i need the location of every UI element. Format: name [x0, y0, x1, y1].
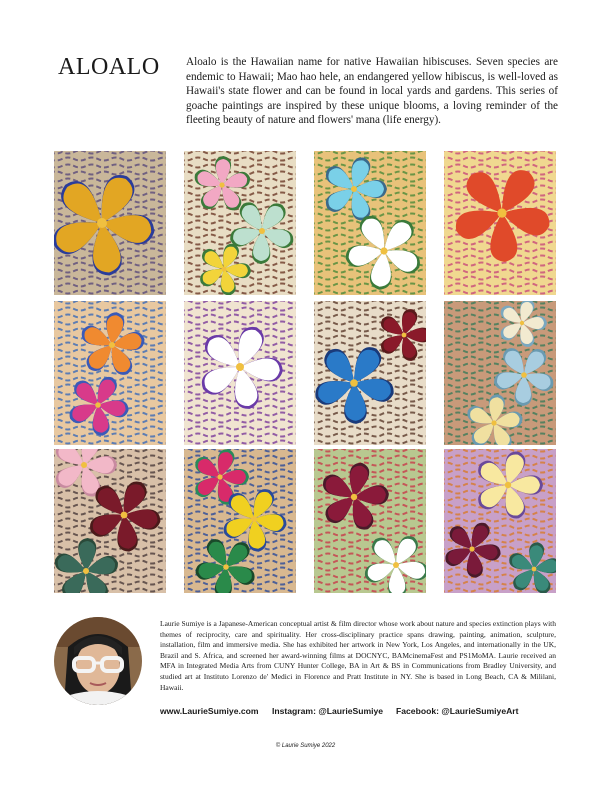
hibiscus-center — [351, 186, 357, 192]
copyright-notice: © Laurie Sumiye 2022 — [275, 743, 336, 749]
painting-canvas — [54, 301, 166, 445]
hibiscus-center — [393, 562, 399, 568]
hibiscus-center — [491, 420, 496, 425]
painting-canvas — [54, 151, 166, 295]
facebook-handle[interactable]: Facebook: @LaurieSumiyeArt — [396, 706, 519, 716]
hibiscus-center — [351, 494, 357, 500]
painting-12 — [444, 449, 556, 593]
painting-8 — [444, 301, 556, 445]
painting-9 — [54, 449, 166, 593]
painting-7 — [314, 301, 426, 445]
hibiscus-center — [505, 482, 511, 488]
painting-canvas — [444, 301, 556, 445]
hibiscus-center — [259, 228, 265, 234]
hibiscus-center — [520, 321, 524, 325]
painting-grid — [54, 151, 556, 600]
hibiscus-center — [81, 462, 87, 468]
hibiscus-center — [251, 516, 257, 522]
painting-11 — [314, 449, 426, 593]
instagram-handle[interactable]: Instagram: @LaurieSumiye — [272, 706, 384, 716]
hibiscus-center — [97, 218, 107, 228]
intro-paragraph: Aloalo is the Hawaiian name for native Hawaiian hibiscuses. Seven species are endemic to Hawaii; Mao hao hele, an endangered yellow hibiscus, is well-loved as Hawaii's state flower and can be found in local yards and gardens. This series of goache paintings are inspired by these unique blooms, a loving reminder of the fleeting beauty of nature and flowers' mana (life energy). — [186, 56, 558, 127]
hibiscus-center — [380, 247, 387, 254]
hibiscus-center — [532, 567, 537, 572]
painting-canvas — [184, 151, 296, 295]
website-link[interactable]: www.LaurieSumiye.com — [160, 706, 259, 716]
painting-3 — [314, 151, 426, 295]
painting-canvas — [314, 301, 426, 445]
painting-canvas — [184, 301, 296, 445]
hibiscus-center — [497, 208, 506, 217]
hibiscus-center — [217, 474, 222, 479]
hibiscus-center — [109, 342, 115, 348]
painting-canvas — [444, 449, 556, 593]
painting-canvas — [184, 449, 296, 593]
hibiscus-center — [95, 402, 101, 408]
painting-canvas — [54, 449, 166, 593]
hibiscus-center — [222, 267, 227, 272]
hibiscus-center — [83, 568, 89, 574]
hibiscus-center — [219, 182, 224, 187]
artist-bio: Laurie Sumiye is a Japanese-American conceptual artist & film director whose work about nature and species extinction plays with themes of reciprocity, care and spirituality. Her cross-disciplinary practice spans drawing, painting, animation, sculpture, installation, film and immersive media. She has exhibited her artwork in New York, Los Angeles, and internationally in the UK, Brazil and S. Africa, and screened her award-winning films at DOCNYC, BAMcinemaFest and PS1MoMA. Laurie received an MFA in Integrated Media Arts from CUNY Hunter College, BA in Art & BS in Communications from Bradley University, and studied art at Instituto Lorenzo de' Medici in Florence and Pratt Institute in NY. She is based in Long Beach, CA & Mililani, Hawaii. — [160, 619, 556, 692]
hibiscus-center — [236, 363, 244, 371]
painting-10 — [184, 449, 296, 593]
painting-canvas — [314, 449, 426, 593]
hibiscus-center — [402, 333, 407, 338]
painting-5 — [54, 301, 166, 445]
painting-1 — [54, 151, 166, 295]
hibiscus-center — [223, 564, 229, 570]
painting-canvas — [444, 151, 556, 295]
painting-6 — [184, 301, 296, 445]
portrait-image — [54, 617, 142, 705]
hibiscus-center — [350, 379, 358, 387]
hibiscus-center — [521, 372, 527, 378]
page-title: ALOALO — [58, 54, 160, 80]
painting-4 — [444, 151, 556, 295]
artist-portrait — [54, 617, 142, 705]
hibiscus-center — [469, 546, 474, 551]
painting-2 — [184, 151, 296, 295]
painting-canvas — [314, 151, 426, 295]
hibiscus-center — [121, 512, 128, 519]
